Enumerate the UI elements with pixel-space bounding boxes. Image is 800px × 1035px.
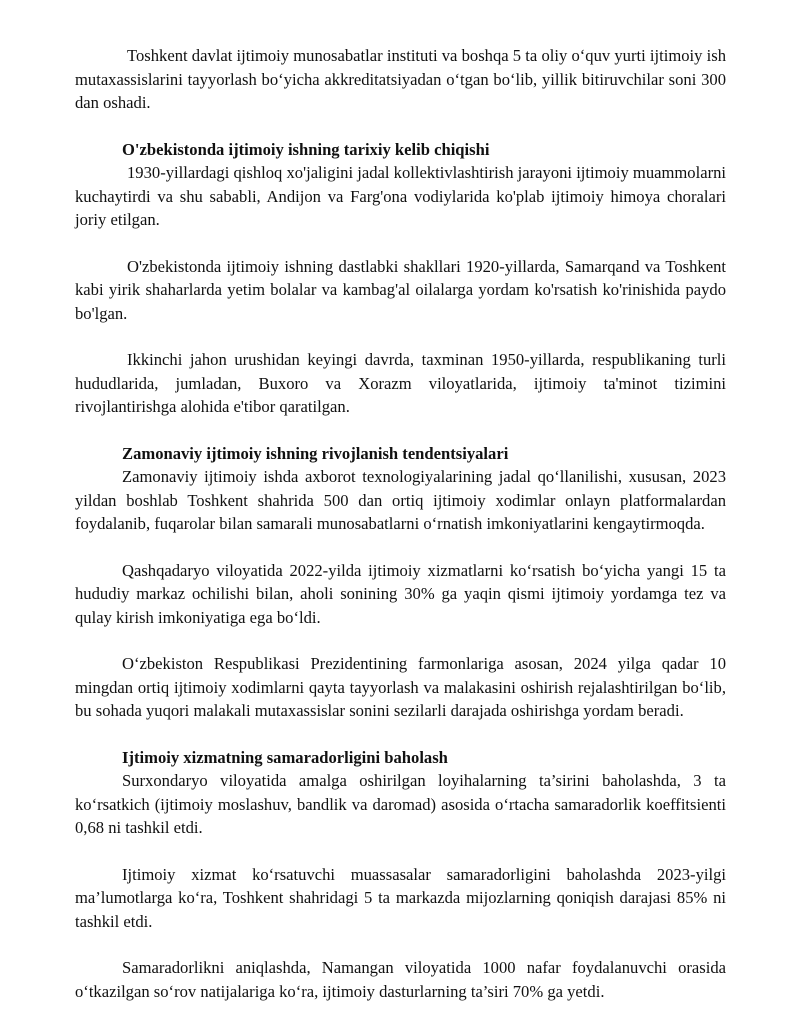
spacer	[75, 232, 726, 255]
spacer	[75, 629, 726, 652]
spacer	[75, 933, 726, 956]
efficiency-paragraph-1: Surxondaryo viloyatida amalga oshirilgan loyihalarning ta’sirini baholashda, 3 ta ko‘rsatkich (ijtimoiy moslashuv, bandlik va daromad) asosida o‘rtacha samaradorlik koeffitsienti 0,68 ni tashkil etdi.	[75, 771, 726, 837]
efficiency-paragraph-2: Ijtimoiy xizmat ko‘rsatuvchi muassasalar samaradorligini baholashda 2023-yilgi ma’lumotlarga ko‘ra, Toshkent shahridagi 5 ta markazda mijozlarning qoniqish darajasi 85% ni tashkil etdi.	[75, 864, 726, 931]
trends-paragraph-2: Qashqadaryo viloyatida 2022-yilda ijtimoiy xizmatlarni ko‘rsatish bo‘yicha yangi 15 ta hududiy markaz ochilishi bilan, aholi sonining 30% ga yaqin qismi ijtimoiy yordamga tez va qulay kirish imkoniyatiga ega bo‘ldi.	[75, 560, 726, 627]
spacer	[75, 325, 726, 348]
spacer	[75, 723, 726, 746]
document-page	[75, 44, 726, 1003]
history-paragraph-3: Ikkinchi jahon urushidan keyingi davrda, taxminan 1950-yillarda, respublikaning turli hududlarida, jumladan, Buxoro va Xorazm viloyatlarida, ijtimoiy ta'minot tizimini rivojlantirishga alohida e'tibor qaratilgan.	[75, 350, 726, 416]
spacer	[75, 419, 726, 442]
intro-paragraph: Toshkent davlat ijtimoiy munosabatlar instituti va boshqa 5 ta oliy o‘quv yurti ijtimoiy ish mutaxassislarini tayyorlash bo‘yicha akkreditatsiyadan o‘tgan bo‘lib, yillik bitiruvchilar soni 300 dan oshadi.	[75, 46, 726, 112]
spacer	[75, 536, 726, 559]
spacer	[75, 840, 726, 863]
history-paragraph-2: O'zbekistonda ijtimoiy ishning dastlabki shakllari 1920-yillarda, Samarqand va Toshkent kabi yirik shaharlarda yetim bolalar va kambag'al oilalarga yordam ko'rsatish ko'rinishida paydo bo'lgan.	[75, 256, 726, 323]
trends-paragraph-3: O‘zbekiston Respublikasi Prezidentining farmonlariga asosan, 2024 yilga qadar 10 mingdan ortiq ijtimoiy xodimlarni qayta tayyorlash va malakasini oshirish rejalashtirilgan bo‘lib, bu sohada yuqori malakali mutaxassislar sonini sezilarli darajada oshirishga yordam beradi.	[75, 654, 726, 720]
section-heading-efficiency: Ijtimoiy xizmatning samaradorligini baholash	[122, 747, 448, 767]
spacer	[75, 115, 726, 138]
section-heading-history: O'zbekistonda ijtimoiy ishning tarixiy kelib chiqishi	[122, 139, 490, 159]
efficiency-paragraph-3: Samaradorlikni aniqlashda, Namangan viloyatida 1000 nafar foydalanuvchi orasida o‘tkazilgan so‘rov natijalariga ko‘ra, ijtimoiy dasturlarning ta’siri 70% ga yetdi.	[75, 958, 726, 1001]
trends-paragraph-1: Zamonaviy ijtimoiy ishda axborot texnologiyalarining jadal qo‘llanilishi, xususan, 2023 yildan boshlab Toshkent shahrida 500 dan ortiq ijtimoiy xodimlar onlayn platformalardan foydalanib, fuqarolar bilan samarali munosabatlarni o‘rnatish imkoniyatlarini kengaytirmoqda.	[75, 467, 726, 533]
history-paragraph-1: 1930-yillardagi qishloq xo'jaligini jadal kollektivlashtirish jarayoni ijtimoiy muammolarni kuchaytirdi va shu sababli, Andijon va Farg'ona vodiylarida ko'plab ijtimoiy himoya choralari joriy etilgan.	[75, 163, 726, 229]
section-heading-trends: Zamonaviy ijtimoiy ishning rivojlanish tendentsiyalari	[122, 443, 509, 463]
